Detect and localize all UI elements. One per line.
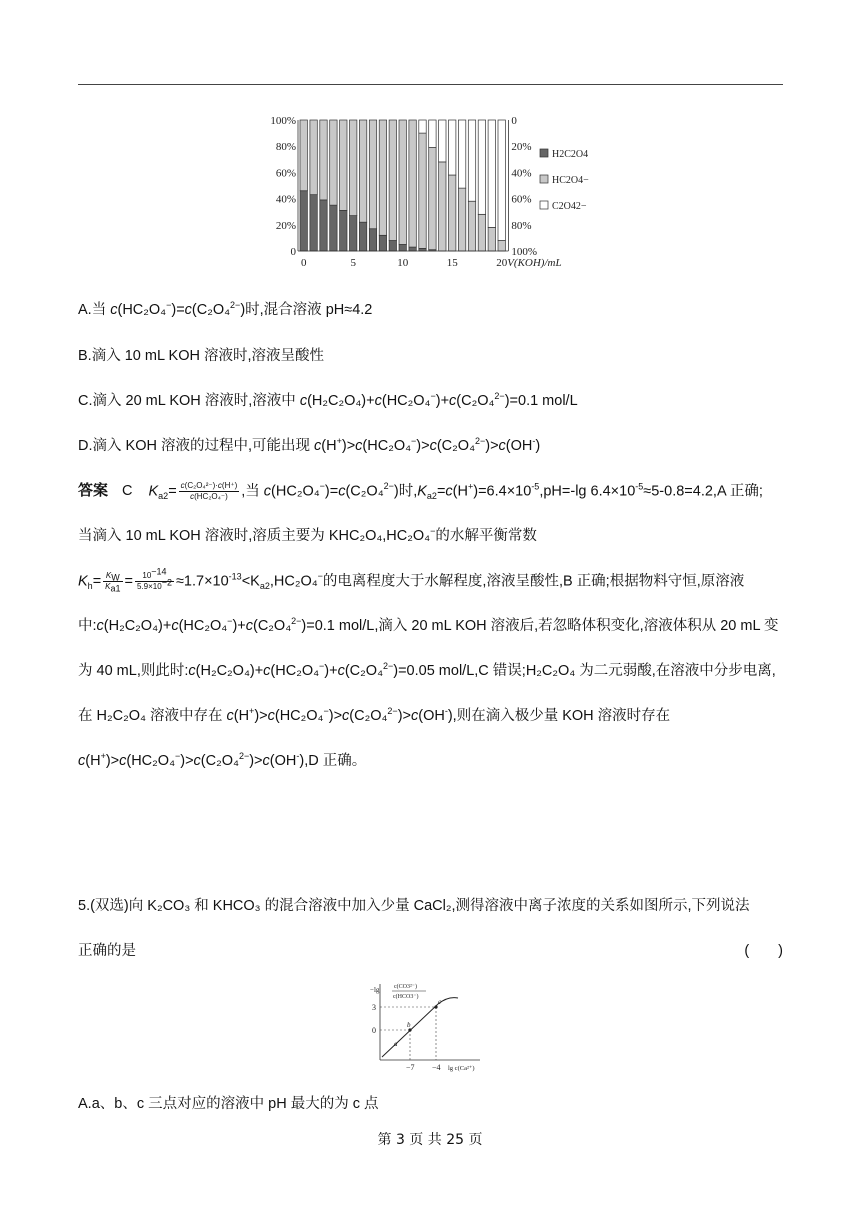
bar-0-1 [310, 195, 317, 251]
bar-1-6 [359, 120, 366, 222]
legend-label: C2O42− [552, 201, 587, 212]
left-tick-label: 100% [270, 115, 296, 127]
species-distribution-chart [256, 108, 596, 278]
left-tick-label: 80% [275, 141, 296, 154]
left-tick-label: 0 [290, 246, 296, 258]
bar-2-16 [458, 120, 465, 188]
bar-1-10 [399, 120, 406, 244]
c2-curve [382, 998, 458, 1057]
question-5-stem: 5.(双选)向 K₂CO₃ 和 KHCO₃ 的混合溶液中加入少量 CaCl₂,测得溶液中离子浓度的关系如图所示,下列说法 [78, 898, 750, 914]
c2-x-tick: −7 [406, 1063, 415, 1072]
bar-1-3 [330, 120, 337, 205]
point-label-a: a [394, 1040, 398, 1048]
bar-2-18 [478, 120, 485, 214]
option-c: C.滴入 20 mL KOH 溶液时,溶液中 c(H₂C₂O₄)+c(HC₂O₄−)+c(C₂O₄$^{2-}$)=0.1 mol/L [78, 391, 578, 409]
bar-1-11 [409, 120, 416, 247]
bar-0-11 [409, 247, 416, 251]
bar-0-9 [389, 241, 396, 251]
bar-0-2 [320, 200, 327, 251]
bar-0-4 [340, 210, 347, 251]
left-tick-label: 40% [275, 193, 296, 206]
answer-letter: C [122, 483, 133, 500]
legend-label: HC2O4− [552, 175, 589, 186]
bar-1-7 [369, 120, 376, 229]
answer-line-7: c(H+)>c(HC₂O₄−)>c(C₂O₄$^{2-}$)>c(OH-),D 正确。 [78, 751, 367, 769]
bar-0-0 [300, 191, 307, 251]
bar-1-16 [458, 188, 465, 251]
bar-1-15 [449, 175, 456, 251]
legend-swatch [540, 149, 548, 157]
answer-line-4: 中:c(H₂C₂O₄)+c(HC₂O₄−)+c(C₂O₄$^{2-}$)=0.1 mol/L,滴入 20 mL KOH 溶液后,若忽略体积变化,溶液体积从 20 mL 变 [78, 616, 779, 634]
legend-label: H2C2O4 [552, 149, 589, 160]
ka2-fraction: $\frac{\text{c(C₂O₄²⁻)·c(H⁺)}}{\text{c(HC₂O₄⁻)}}$ [180, 481, 238, 501]
bar-1-14 [439, 162, 446, 251]
x-tick-label: 15 [446, 257, 458, 269]
bar-0-5 [350, 216, 357, 251]
x-tick-label: 10 [397, 257, 409, 269]
bar-1-1 [310, 120, 317, 195]
c2-y-label-top: −lg [370, 986, 380, 994]
right-tick-label: 20% [511, 141, 532, 154]
c2-x-label: lg c(Ca²⁺) [448, 1065, 475, 1072]
right-tick-label: 100% [511, 246, 538, 258]
header-rule [78, 84, 783, 85]
bar-1-4 [340, 120, 347, 210]
bar-2-17 [468, 120, 475, 201]
bar-2-20 [498, 120, 505, 241]
bar-2-12 [419, 120, 426, 133]
answer-line-2: 当滴入 10 mL KOH 溶液时,溶质主要为 KHC₂O₄,HC₂O₄−的水解平衡常数 [78, 526, 537, 544]
c2-y-label-num: c(CO3²⁻) [394, 984, 417, 990]
bar-1-18 [478, 214, 485, 251]
answer-line-1: 答案 C $K_{a2}=$ $\frac{\text{c(C₂O₄²⁻)·c(H⁺)}}{\text{c(HC₂O₄⁻)}}$ ,当 c(HC₂O₄−)=c(C₂O₄$^{2-}$)时$,K_{a2}=c(H^+)=6.4\times 10^{-5},pH=-\lg$ $6.4\times 10^{-5}\approx 5-0.8=4.2,A$ 正确; [78, 481, 763, 502]
bar-1-12 [419, 133, 426, 248]
x-tick-label: 0 [300, 257, 307, 269]
option-d: D.滴入 KOH 溶液的过程中,可能出现 c(H+)>c(HC₂O₄−)>c(C₂O₄$^{2-}$)>c(OH-) [78, 436, 541, 454]
bar-2-14 [439, 120, 446, 162]
bar-1-2 [320, 120, 327, 200]
question-5-option-a: A.a、b、c 三点对应的溶液中 pH 最大的为 c 点 [78, 1096, 379, 1112]
answer-line-6: 在 H₂C₂O₄ 溶液中存在 c(H+)>c(HC₂O₄−)>c(C₂O₄$^{2-}$)>c(OH-),则在滴入极少量 KOH 溶液时存在 [78, 706, 671, 724]
x-tick-label: 5 [350, 257, 356, 269]
answer-bracket: ( ) [744, 943, 783, 959]
bar-0-3 [330, 205, 337, 251]
bar-1-9 [389, 120, 396, 241]
left-tick-label: 60% [275, 167, 296, 180]
c2-y-label-den: c(HCO3⁻) [393, 994, 419, 1000]
answer-line-3: $K_h=$ $\frac{K_W}{K_{a1}}$ = $\frac{10^{-14}}{5.9\times 10^{-2}}$ $\approx 1.7\times 10^{-13}<K_{a2},HC_2O_4^-$的电离程度大于水解程度,溶液呈酸性,B 正确;根据物料守恒,原溶液 [78, 566, 745, 594]
right-tick-label: 0 [511, 115, 517, 127]
answer-label: 答案 [78, 482, 109, 500]
answer-line-5: 为 40 mL,则此时:c(H₂C₂O₄)+c(HC₂O₄−)+c(C₂O₄$^{2-}$)=0.05 mol/L,C 错误;H₂C₂O₄ 为二元弱酸,在溶液中分步电离, [78, 661, 776, 679]
bar-2-13 [429, 120, 436, 148]
x-tick-label: 20 [496, 257, 508, 269]
bar-1-20 [498, 241, 505, 251]
right-tick-label: 60% [511, 193, 532, 206]
point-label-b: b [407, 1021, 411, 1029]
bar-1-8 [379, 120, 386, 235]
bar-1-0 [300, 120, 307, 191]
option-b: B.滴入 10 mL KOH 溶液时,溶液呈酸性 [78, 348, 324, 364]
left-tick-label: 20% [275, 219, 296, 232]
c2-x-tick: −4 [432, 1063, 441, 1072]
bar-0-8 [379, 235, 386, 251]
x-axis-label: V(KOH)/mL [507, 257, 562, 269]
page-footer: 第 3 页 共 25 页 [377, 1132, 483, 1148]
bar-2-19 [488, 120, 495, 227]
bar-1-19 [488, 227, 495, 251]
bar-1-17 [468, 201, 475, 251]
bar-1-5 [350, 120, 357, 216]
point-label-c: c [438, 998, 442, 1006]
c2-y-tick: 0 [372, 1026, 376, 1035]
legend-swatch [540, 175, 548, 183]
legend-swatch [540, 201, 548, 209]
right-tick-label: 40% [511, 167, 532, 180]
question-5-stem-2: 正确的是 ( ) [78, 943, 783, 959]
right-tick-label: 80% [511, 219, 532, 232]
bar-0-10 [399, 244, 406, 251]
ca-carbonate-chart [366, 978, 491, 1074]
bar-1-13 [429, 148, 436, 250]
c2-y-tick: 3 [372, 1003, 376, 1012]
bar-0-6 [359, 222, 366, 251]
option-a: A.当 c(HC₂O₄−)=c(C₂O₄$^{2-}$)时,混合溶液 pH≈4.2 [78, 300, 373, 318]
bar-2-15 [449, 120, 456, 175]
bar-0-7 [369, 229, 376, 251]
